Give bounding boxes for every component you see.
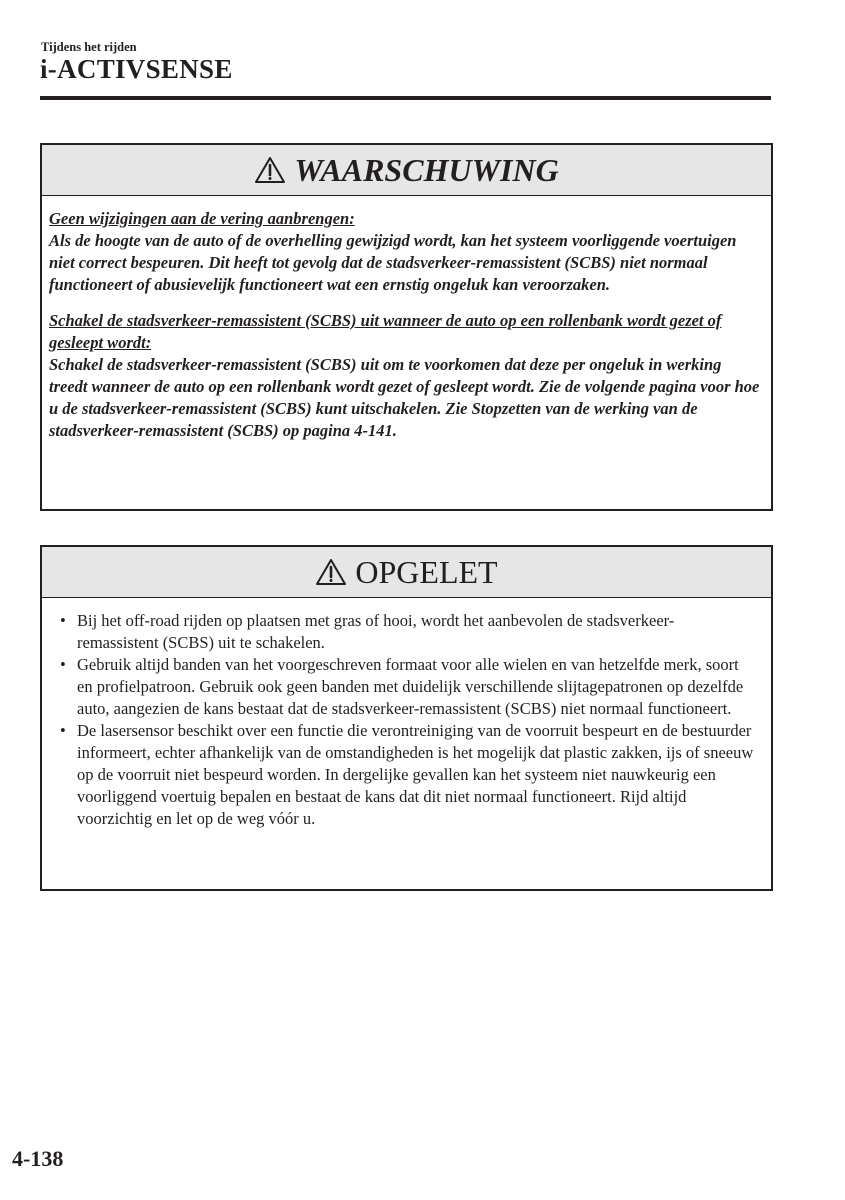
warning-paragraph-text: Schakel de stadsverkeer-remassistent (SCBS) uit om te voorkomen dat deze per ongeluk in werking treedt wanneer de auto op een rollenbank wordt gezet of gesleept wordt. Zie de volgende pagina voor hoe u de stadsverkeer-remassistent (SCBS) kunt uitschakelen. Zie Stopzetten van de werking van de stadsverkeer-remassistent (SCBS) op pagina 4-141.: [49, 355, 760, 440]
warning-title: WAARSCHUWING: [294, 152, 559, 188]
caution-item-text: Bij het off-road rijden op plaatsen met gras of hooi, wordt het aanbevolen de stadsverkeer-remassistent (SCBS) uit te schakelen.: [77, 611, 675, 652]
caution-list: [60, 610, 755, 830]
caution-box: [40, 545, 773, 891]
caution-item-text: Gebruik altijd banden van het voorgeschreven formaat voor alle wielen en van hetzelfde merk, soort en profielpatroon. Gebruik ook geen banden met duidelijk verschillende slijtagepatronen op dezelfde auto, aangezien de kans bestaat dat de stadsverkeer-remassistent (SCBS) niet normaal functioneert.: [77, 655, 744, 718]
bullet-icon: •: [60, 611, 66, 630]
caution-body: [42, 598, 771, 830]
bullet-icon: •: [60, 721, 66, 740]
header-rule: [40, 96, 771, 100]
section-label: Tijdens het rijden: [41, 40, 137, 54]
warning-triangle-icon: [254, 156, 286, 184]
section-title: i-ACTIVSENSE: [40, 54, 233, 84]
warning-box: [40, 143, 773, 511]
caution-title: OPGELET: [355, 554, 498, 590]
warning-triangle-icon: [315, 558, 347, 586]
warning-paragraph: [49, 208, 763, 296]
warning-body: [42, 196, 771, 442]
bullet-icon: •: [60, 655, 66, 674]
warning-paragraph-heading: Geen wijzigingen aan de vering aanbrengen:: [49, 209, 355, 228]
page-number: 4-138: [12, 1146, 64, 1171]
caution-list-item: [60, 720, 755, 830]
caution-item-text: De lasersensor beschikt over een functie die verontreiniging van de voorruit bespeurt en de bestuurder informeert, echter afhankelijk van de omstandigheden is het mogelijk dat plastic zakken, ijs of sneeuw op de voorruit niet bespeurd worden. In dergelijke gevallen kan het systeem niet nauwkeurig een voorliggend voertuig bepalen en bestaat de kans dat dit niet normaal functioneert. Rijd altijd voorzichtig en let op de weg vóór u.: [77, 721, 754, 828]
caution-list-item: [60, 610, 755, 654]
caution-list-item: [60, 654, 755, 720]
warning-paragraph-heading: Schakel de stadsverkeer-remassistent (SCBS) uit wanneer de auto op een rollenbank wordt gezet of gesleept wordt:: [49, 311, 722, 352]
warning-box-header: [42, 145, 771, 196]
warning-paragraph: [49, 310, 763, 442]
warning-paragraph-text: Als de hoogte van de auto of de overhelling gewijzigd wordt, kan het systeem voorliggende voertuigen niet correct bespeuren. Dit heeft tot gevolg dat de stadsverkeer-remassistent (SCBS) niet normaal functioneert of abusievelijk functioneert wat een ernstig ongeluk kan veroorzaken.: [49, 231, 737, 294]
caution-box-header: [42, 547, 771, 598]
